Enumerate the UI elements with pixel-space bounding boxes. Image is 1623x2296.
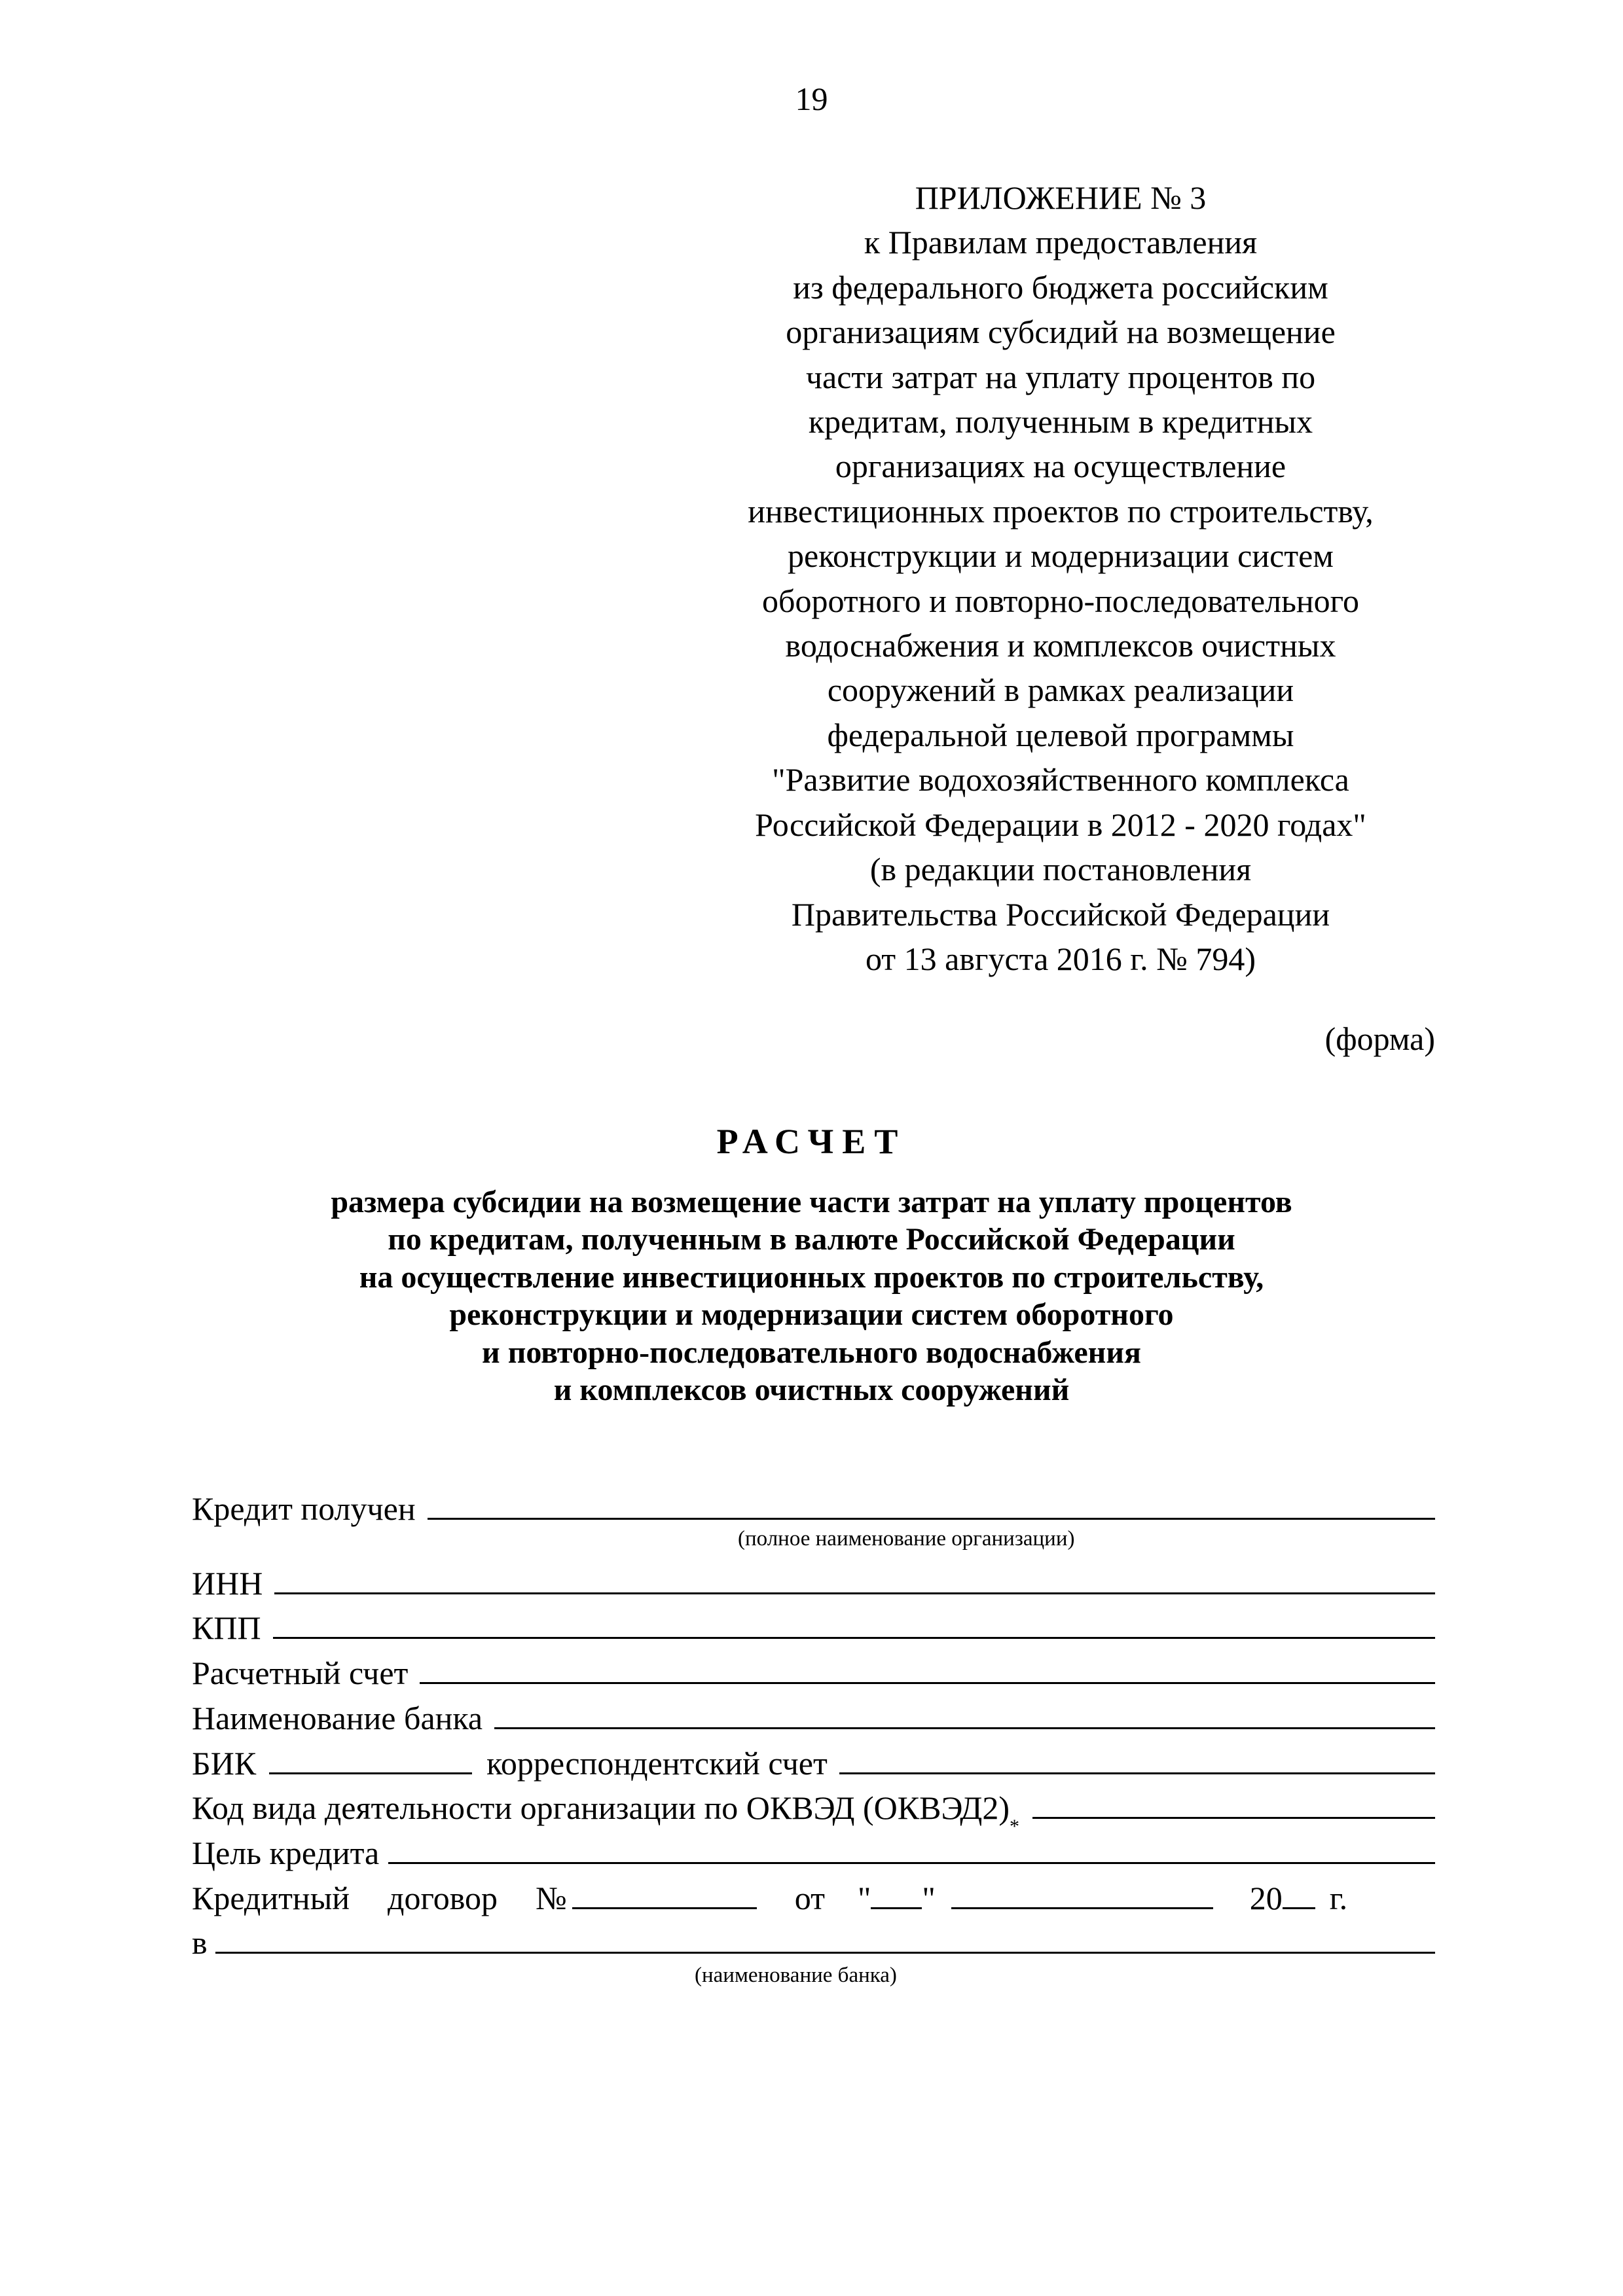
field-purpose	[192, 1830, 1435, 1872]
appendix-line: (в редакции постановления	[869, 851, 1252, 888]
appendix-line: Правительства Российской Федерации	[791, 895, 1330, 933]
kpp-line[interactable]	[273, 1637, 1435, 1639]
field-inn	[192, 1560, 1435, 1602]
contract-label-2: договор	[388, 1880, 498, 1916]
appendix-line: части затрат на уплату процентов по	[805, 358, 1316, 395]
subtitle-line: и комплексов очистных сооружений	[553, 1372, 1070, 1408]
purpose-line[interactable]	[388, 1862, 1435, 1864]
field-contract	[192, 1875, 1435, 1917]
bik-line[interactable]	[269, 1772, 472, 1774]
appendix-line: к Правилам предоставления	[864, 224, 1258, 261]
contract-from-label: от	[794, 1880, 825, 1916]
bik-label: БИК	[192, 1745, 257, 1782]
appendix-line: инвестиционных проектов по строительству,	[748, 492, 1374, 529]
subtitle-line: реконструкции и модернизации систем оборотного	[449, 1297, 1174, 1333]
okved-line[interactable]	[1032, 1817, 1435, 1819]
document-title: РАСЧЕТ	[716, 1122, 907, 1161]
subtitle-line: размера субсидии на возмещение части затрат на уплату процентов	[331, 1185, 1292, 1219]
field-okved: Код вида деятельности организации по ОКВЭД (ОКВЭД2) *	[192, 1785, 1435, 1827]
appendix-line: оборотного и повторно-последовательного	[762, 582, 1359, 619]
contract-number-sign: №	[536, 1880, 567, 1916]
in-bank-label: в	[192, 1924, 208, 1961]
form-label: (форма)	[1324, 1020, 1435, 1057]
appendix-line: "Развитие водохозяйственного комплекса	[772, 761, 1349, 798]
contract-year-line[interactable]	[1283, 1907, 1315, 1909]
contract-number-line[interactable]	[572, 1907, 757, 1909]
contract-label: Кредитный	[192, 1880, 350, 1916]
kpp-label: КПП	[192, 1609, 261, 1646]
field-credit-received	[192, 1486, 1435, 1528]
in-bank-line[interactable]	[215, 1952, 1435, 1954]
appendix-line: от 13 августа 2016 г. № 794)	[865, 940, 1256, 977]
inn-line[interactable]	[274, 1592, 1435, 1594]
subtitle-line: по кредитам, полученным в валюте Российской Федерации	[388, 1222, 1235, 1257]
in-bank-hint: (наименование банка)	[695, 1964, 897, 1987]
appendix-line: кредитам, полученным в кредитных	[808, 403, 1313, 440]
field-bik	[192, 1740, 1435, 1782]
appendix-line: из федерального бюджета российским	[793, 268, 1328, 306]
subtitle-line: и повторно-последовательного водоснабжения	[482, 1335, 1141, 1370]
appendix-line: Российской Федерации в 2012 - 2020 годах"	[755, 806, 1366, 843]
field-account	[192, 1650, 1435, 1692]
account-line[interactable]	[420, 1682, 1435, 1684]
appendix-line: федеральной целевой программы	[827, 716, 1294, 753]
contract-month-line[interactable]	[951, 1907, 1213, 1909]
inn-label: ИНН	[192, 1565, 263, 1602]
appendix-line: сооружений в рамках реализации	[827, 672, 1294, 709]
credit-received-label: Кредит получен	[192, 1490, 416, 1527]
appendix-header	[661, 175, 1460, 981]
appendix-line: организациям субсидий на возмещение	[786, 314, 1336, 351]
year-prefix: 20	[1249, 1880, 1283, 1916]
field-in-bank	[192, 1920, 1435, 1962]
appendix-line: ПРИЛОЖЕНИЕ № 3	[915, 179, 1207, 216]
credit-received-line[interactable]	[428, 1518, 1435, 1520]
field-kpp	[192, 1605, 1435, 1647]
year-suffix: г.	[1329, 1880, 1348, 1916]
subtitle-line: на осуществление инвестиционных проектов по строительству,	[359, 1259, 1264, 1295]
bank-name-line[interactable]	[494, 1727, 1435, 1729]
corr-account-line[interactable]	[839, 1772, 1435, 1774]
appendix-line: водоснабжения и комплексов очистных	[785, 627, 1336, 664]
bank-name-label: Наименование банка	[192, 1700, 483, 1736]
credit-received-hint: (полное наименование организации)	[738, 1527, 1075, 1551]
quote-open: "	[857, 1880, 871, 1916]
page-number: 19	[795, 81, 828, 117]
document-subtitle	[118, 1183, 1505, 1408]
field-bank-name	[192, 1695, 1435, 1737]
quote-close: "	[922, 1880, 936, 1916]
corr-account-label: корреспондентский счет	[486, 1745, 828, 1782]
okved-label: Код вида деятельности организации по ОКВЭД (ОКВЭД2)	[192, 1789, 1010, 1826]
account-label: Расчетный счет	[192, 1655, 409, 1691]
purpose-label: Цель кредита	[192, 1835, 380, 1871]
appendix-line: организациях на осуществление	[835, 448, 1286, 485]
contract-day-line[interactable]	[871, 1907, 922, 1909]
appendix-line: реконструкции и модернизации систем	[788, 537, 1334, 575]
